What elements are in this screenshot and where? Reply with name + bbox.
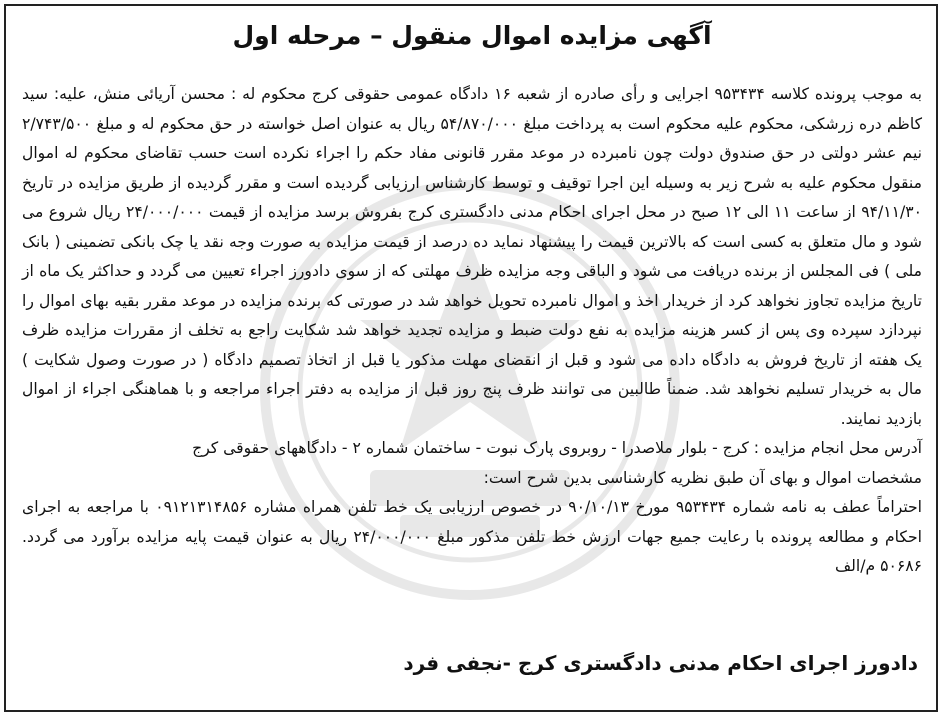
expert-opinion-paragraph: احتراماً عطف به نامه شماره ۹۵۳۴۳۴ مورخ ۹۰/۱۰/۱۳ در خصوص ارزیابی یک خط تلفن همراه مشاره ۰۹۱۲۱۳۱۴۸۵۶ با مراجعه به اجرای احکام و مطالعه پرونده با رعایت جمیع جهات ارزش خط تلفن مذکور مبلغ ۲۴/۰۰۰/۰۰۰ ریال به عنوان قیمت پایه مزایده برآورد می گردد. ۵۰۶۸۶ م/الف [22, 498, 923, 575]
main-paragraph: به موجب پرونده کلاسه ۹۵۳۴۳۴ اجرایی و رأی صادره از شعبه ۱۶ دادگاه عمومی حقوقی کرج محکوم له : محسن آریائی منش، علیه: سید کاظم دره زرشکی، محکوم علیه محکوم است به پرداخت مبلغ ۵۴/۸۷۰/۰۰۰ ریال به عنوان اصل خواسته در حق محکوم له و مبلغ ۲/۷۴۳/۵۰۰ نیم عشر دولتی در حق صندوق دولت چون نامبرده در موعد مقرر قانونی مفاد حکم را اجراء نکرده است حسب تقاضای محکوم له اموال منقول محکوم علیه به شرح زیر به وسیله این اجرا توقیف و توسط کارشناس ارزیابی گردیده است و مقرر گردیده از طریق مزایده در تاریخ ۹۴/۱۱/۳۰ از ساعت ۱۱ الی ۱۲ صبح در محل اجرای احکام مدنی دادگستری کرج بفروش برسد مزایده از قیمت ۲۴/۰۰۰/۰۰۰ ریال شروع می شود و مال متعلق به کسی است که بالاترین قیمت را پیشنهاد نماید ده درصد از قیمت مزایده به صورت وجه نقد یا چک بانکی تضمینی ( بانک ملی ) فی المجلس از برنده دریافت می شود و الباقی وجه مزایده ظرف مهلتی که از سوی دادورز اجراء تعیین می گردد و حداکثر یک ماه از تاریخ مزایده تجاوز نخواهد کرد از خریدار اخذ و اموال نامبرده تحویل خواهد شد در صورتی که برنده مزایده در موعد مقرر بقیه بهای اموال را نپردازد سپرده وی پس از کسر هزینه مزایده به نفع دولت ضبط و مزایده تجدید خواهد شد شکایت راجع به تخلف از مقررات مزایده ظرف یک هفته از تاریخ فروش به دادگاه داده می شود و قبل از انقضای مهلت مذکور یا قبل از اتخاذ تصمیم دادگاه ( در صورت وصول شکایت ) مال به خریدار تسلیم نخواهد شد. ضمناً طالبین می توانند ظرف پنج روز قبل از مزایده به دفتر اجراء مراجعه و با هماهنگی اجراء از اموال بازدید نمایند. [22, 85, 922, 428]
signature-line: دادورز اجرای احکام مدنی دادگستری کرج -نجفی فرد [403, 651, 918, 675]
notice-title: آگهی مزایده اموال منقول – مرحله اول [232, 21, 712, 50]
notice-body [22, 80, 922, 582]
auction-address: آدرس محل انجام مزایده : کرج - بلوار ملاصدرا - روبروی پارک نبوت - ساختمان شماره ۲ - دادگاههای حقوقی کرج [192, 439, 922, 457]
property-specs-heading: مشخصات اموال و بهای آن طبق نظریه کارشناسی بدین شرح است: [483, 468, 922, 487]
